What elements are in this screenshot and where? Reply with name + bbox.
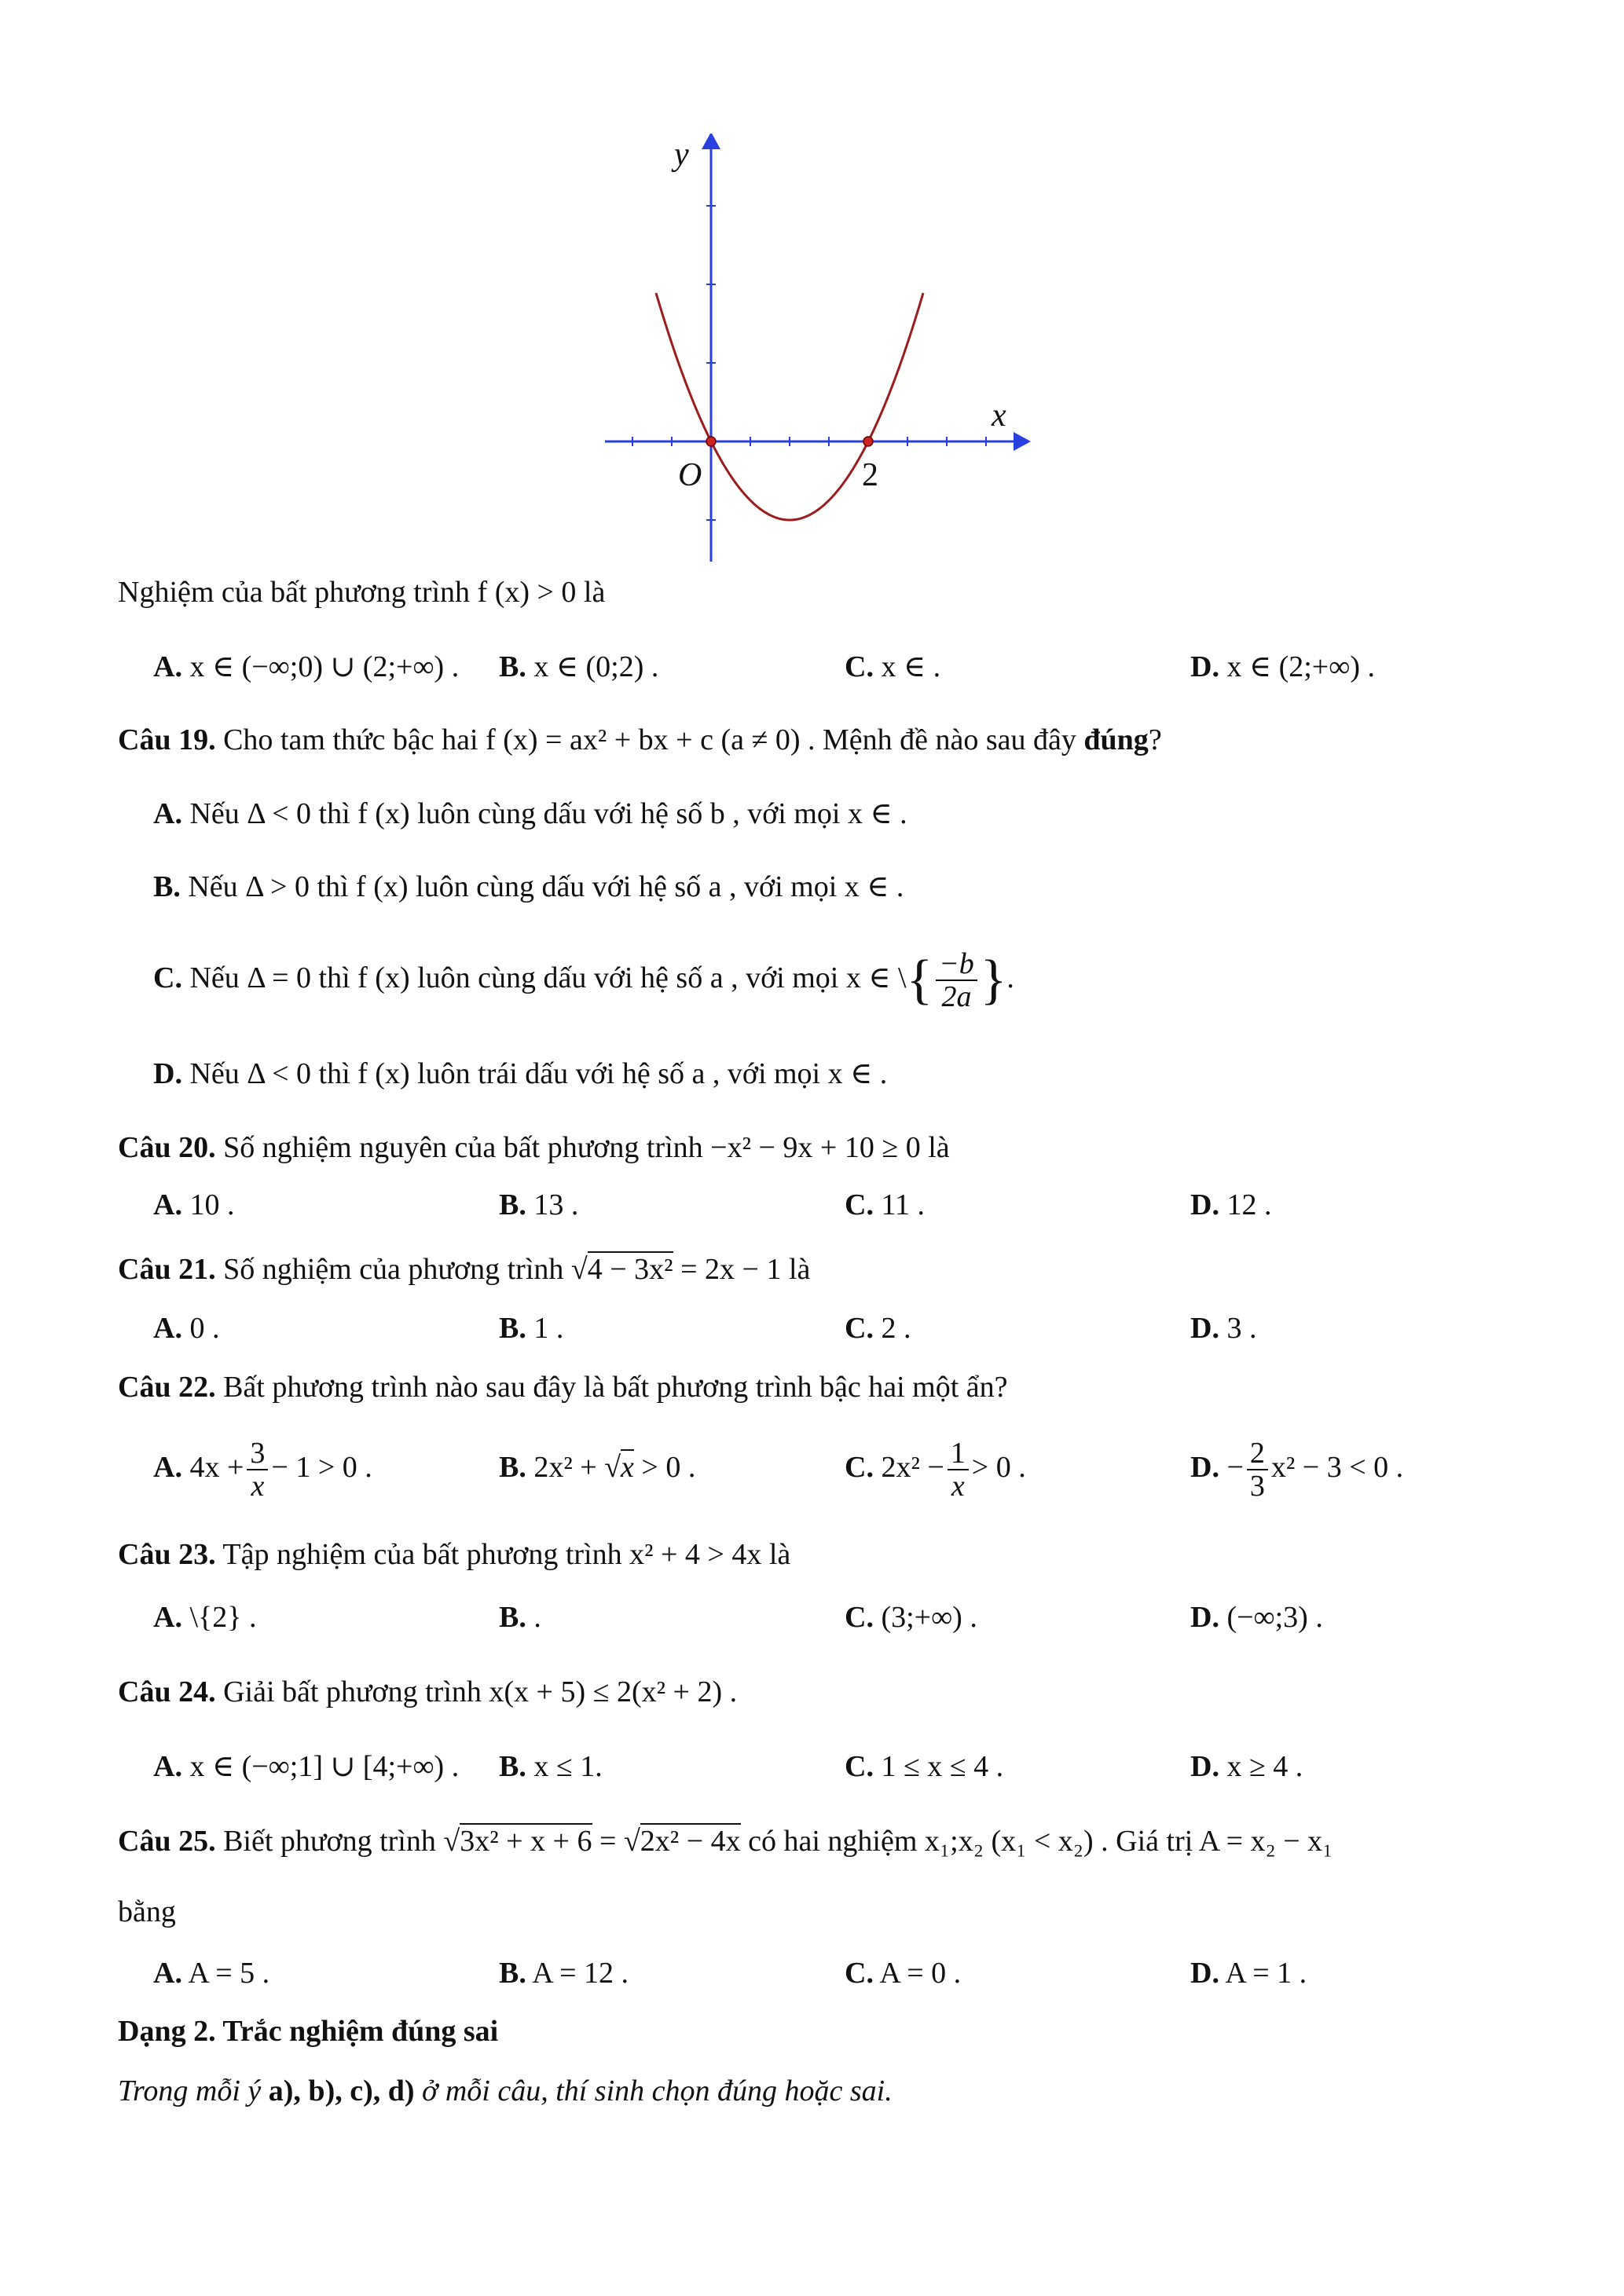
q25-stem-cont: bằng (118, 1895, 176, 1928)
q21-stem: Câu 21. Số nghiệm của phương trình √4 − 3x² = 2x − 1 là (118, 1253, 811, 1286)
q22-option-b: B. 2x² + √x > 0 . (499, 1451, 696, 1484)
q25-stem: Câu 25. Biết phương trình √3x² + x + 6 = √2x² − 4x có hai nghiệm x₁;x₂ (x₁ < x₂) . Giá trị A = x₂ − x₁ (118, 1825, 1333, 1858)
origin-label: O (678, 457, 702, 493)
root-point-origin (706, 437, 716, 446)
q21-option-b: B. 1 . (499, 1312, 564, 1345)
q20-option-c: C. 11 . (845, 1188, 926, 1221)
q19-option-a: A. Nếu Δ < 0 thì f (x) luôn cùng dấu với hệ số b , với mọi x ∈ . (153, 797, 907, 830)
q19-option-c: C. Nếu Δ = 0 thì f (x) luôn cùng dấu với hệ số a , với mọi x ∈ \{ $\frac{-b}{2a}$ }. (153, 947, 1014, 1014)
y-axis-label: y (674, 137, 689, 173)
root-point-two (863, 437, 873, 446)
q25-option-c: C. A = 0 . (845, 1957, 962, 1990)
parabola-graph (597, 134, 1037, 573)
q24-stem: Câu 24. Giải bất phương trình x(x + 5) ≤ 2(x² + 2) . (118, 1675, 738, 1708)
q18-option-b: B. x ∈ (0;2) . (499, 650, 659, 683)
q24-option-d: D. x ≥ 4 . (1190, 1750, 1303, 1783)
q23-option-d: D. (−∞;3) . (1190, 1601, 1323, 1634)
x-axis-label: x (992, 397, 1006, 434)
q18-option-a: A. x ∈ (−∞;0) ∪ (2;+∞) . (153, 650, 460, 683)
y-axis-arrow (702, 134, 720, 149)
section-title: Dạng 2. Trắc nghiệm đúng sai (118, 2015, 499, 2048)
section-instructions: Trong mỗi ý a), b), c), d) ở mỗi câu, thí sinh chọn đúng hoặc sai. (118, 2074, 893, 2107)
q23-stem: Câu 23. Tập nghiệm của bất phương trình x² + 4 > 4x là (118, 1538, 791, 1571)
q18-option-d: D. x ∈ (2;+∞) . (1190, 650, 1375, 683)
q20-stem: Câu 20. Số nghiệm nguyên của bất phương trình −x² − 9x + 10 ≥ 0 là (118, 1131, 950, 1164)
q25-option-b: B. A = 12 . (499, 1957, 629, 1990)
q22-option-c: C. 2x² − $\frac{1}{x}$ > 0 . (845, 1437, 1026, 1503)
q25-option-a: A. A = 5 . (153, 1957, 270, 1990)
q18-option-c: C. x ∈ . (845, 650, 941, 683)
q24-option-a: A. x ∈ (−∞;1] ∪ [4;+∞) . (153, 1750, 460, 1783)
q23-option-a: A. \{2} . (153, 1601, 257, 1634)
q20-option-a: A. 10 . (153, 1188, 235, 1221)
sqrt-sign: √ (570, 1253, 588, 1286)
q20-option-d: D. 12 . (1190, 1188, 1272, 1221)
q21-option-d: D. 3 . (1190, 1312, 1257, 1345)
q19-option-b: B. Nếu Δ > 0 thì f (x) luôn cùng dấu với hệ số a , với mọi x ∈ . (153, 870, 904, 903)
q25-option-d: D. A = 1 . (1190, 1957, 1307, 1990)
q18-stem: Nghiệm của bất phương trình f (x) > 0 là (118, 576, 606, 609)
q23-option-b: B. . (499, 1601, 541, 1634)
frac-neg-b-over-2a: $\frac{-b}{2a}$ (936, 948, 977, 1013)
q19-option-d: D. Nếu Δ < 0 thì f (x) luôn trái dấu với hệ số a , với mọi x ∈ . (153, 1057, 888, 1090)
q22-stem: Câu 22. Bất phương trình nào sau đây là bất phương trình bậc hai một ẩn? (118, 1371, 1008, 1404)
q20-option-b: B. 13 . (499, 1188, 579, 1221)
q24-option-c: C. 1 ≤ x ≤ 4 . (845, 1750, 1004, 1783)
root-label: 2 (862, 457, 878, 493)
q22-option-d: D. − $\frac{2}{3}$ x² − 3 < 0 . (1190, 1437, 1404, 1503)
x-axis-arrow (1014, 432, 1031, 451)
q21-option-a: A. 0 . (153, 1312, 220, 1345)
q24-option-b: B. x ≤ 1. (499, 1750, 603, 1783)
q22-option-a: A. 4x + $\frac{3}{x}$ − 1 > 0 . (153, 1437, 372, 1503)
q23-option-c: C. (3;+∞) . (845, 1601, 977, 1634)
q19-stem: Câu 19. Cho tam thức bậc hai f (x) = ax² + bx + c (a ≠ 0) . Mệnh đề nào sau đây đúng? (118, 723, 1162, 756)
q21-option-c: C. 2 . (845, 1312, 911, 1345)
